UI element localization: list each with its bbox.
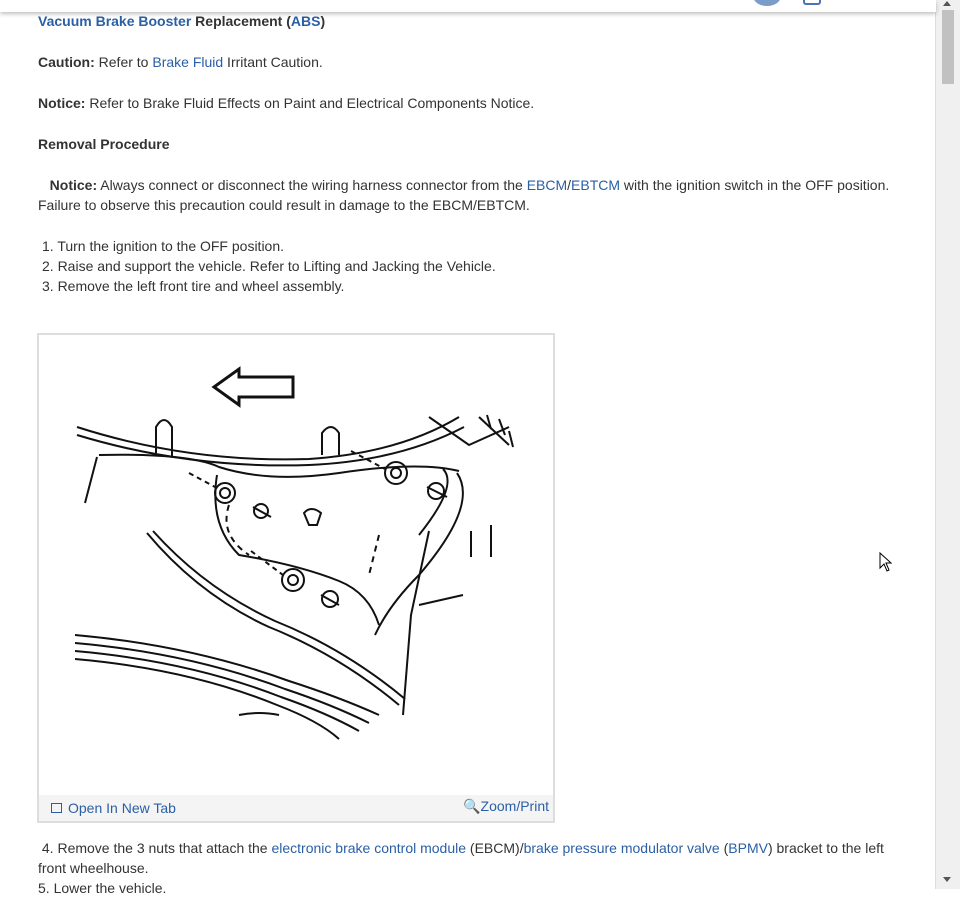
zoom-label: Zoom/Print bbox=[480, 798, 549, 814]
list-item: 2. Raise and support the vehicle. Refer to Lifting and Jacking the Vehicle. bbox=[42, 258, 496, 274]
step-4-paragraph bbox=[38, 838, 908, 878]
figure-toolbar bbox=[39, 795, 553, 821]
notice-ebcm-paragraph bbox=[38, 175, 913, 215]
scroll-down-arrow-icon[interactable] bbox=[943, 877, 951, 882]
zoom-print-link[interactable] bbox=[463, 798, 549, 815]
ebcm-long-link[interactable]: electronic brake control module bbox=[271, 840, 467, 856]
abs-link[interactable]: ABS bbox=[290, 13, 321, 29]
vertical-scrollbar[interactable] bbox=[935, 0, 960, 889]
avatar[interactable] bbox=[753, 0, 781, 6]
list-item: 1. Turn the ignition to the OFF position. bbox=[42, 238, 285, 254]
bpmv-long-link[interactable]: brake pressure modulator valve bbox=[523, 840, 720, 856]
notice-text: Refer to Brake Fluid Effects on Paint and Electrical Components Notice. bbox=[85, 95, 535, 111]
notice2-post: with the ignition switch in the OFF position. Failure to observe this precaution could result in damage to the EBCM/EBTCM. bbox=[38, 177, 890, 213]
notice-line bbox=[38, 93, 534, 113]
open-tab-icon bbox=[51, 803, 62, 813]
step-5-line: 5. Lower the vehicle. bbox=[38, 880, 167, 896]
steps-list bbox=[38, 236, 496, 296]
caution-line bbox=[38, 52, 323, 72]
caution-label: Caution: bbox=[38, 54, 95, 70]
caution-pre: Refer to bbox=[94, 54, 153, 70]
notice2-label: Notice: bbox=[49, 177, 98, 193]
bpmv-link[interactable]: BPMV bbox=[728, 840, 768, 856]
vacuum-brake-booster-link[interactable]: Vacuum Brake Booster bbox=[38, 13, 192, 29]
open-tab-label: Open In New Tab bbox=[68, 800, 176, 816]
figure-box bbox=[37, 333, 555, 823]
scroll-thumb[interactable] bbox=[942, 10, 954, 84]
magnifier-icon: 🔍 bbox=[463, 798, 481, 814]
ebtcm-link[interactable]: EBTCM bbox=[571, 177, 621, 193]
top-toolbar bbox=[0, 0, 936, 12]
list-item: 3. Remove the left front tire and wheel assembly. bbox=[42, 278, 345, 294]
notice2-pre: Always connect or disconnect the wiring harness connector from the bbox=[97, 177, 527, 193]
brake-module-illustration bbox=[39, 335, 553, 795]
notice-label: Notice: bbox=[38, 95, 86, 111]
step4-pre: 4. Remove the 3 nuts that attach the bbox=[41, 840, 272, 856]
removal-procedure-heading: Removal Procedure bbox=[38, 136, 170, 152]
brake-fluid-link[interactable]: Brake Fluid bbox=[152, 54, 224, 70]
step4-mid1: (EBCM)/ bbox=[466, 840, 524, 856]
step4-post: ) bracket to the left front wheelhouse. bbox=[38, 840, 884, 876]
caution-post: Irritant Caution. bbox=[223, 54, 323, 70]
title-text: Replacement ( bbox=[191, 13, 291, 29]
mouse-cursor-icon bbox=[879, 552, 893, 572]
notice2-slash: / bbox=[567, 177, 572, 193]
ebcm-link[interactable]: EBCM bbox=[526, 177, 568, 193]
title-close: ) bbox=[320, 13, 326, 29]
page-title bbox=[38, 11, 325, 31]
document-icon[interactable] bbox=[803, 0, 821, 5]
scroll-up-arrow-icon[interactable] bbox=[943, 1, 951, 6]
open-in-new-tab-link[interactable] bbox=[51, 800, 176, 816]
step4-mid2: ( bbox=[719, 840, 729, 856]
